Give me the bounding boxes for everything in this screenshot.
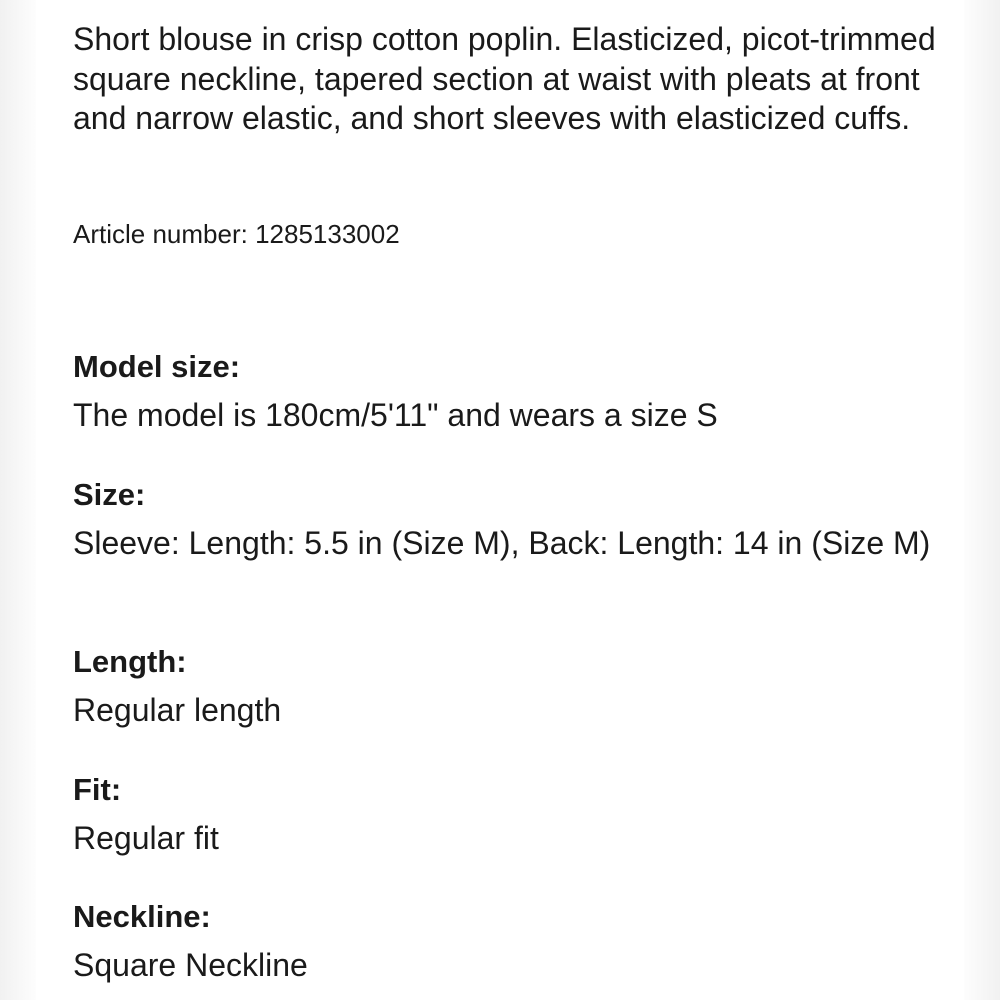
attribute-label: Length:	[73, 644, 187, 679]
left-edge-shade	[0, 0, 36, 1000]
product-description: Short blouse in crisp cotton poplin. Elasticized, picot-trimmed square neckline, tapered section at waist with pleats at front and narrow elastic, and short sleeves with elasticized cuffs.	[73, 21, 936, 136]
attribute-label: Size:	[73, 477, 146, 512]
attribute-model-size	[73, 347, 953, 435]
article-number: Article number: 1285133002	[73, 219, 400, 249]
attribute-size	[73, 475, 953, 563]
attribute-label: Fit:	[73, 772, 122, 807]
right-edge-shade	[964, 0, 1000, 1000]
attribute-fit	[73, 770, 953, 858]
attribute-neckline	[73, 897, 953, 985]
attribute-value: Sleeve: Length: 5.5 in (Size M), Back: Length: 14 in (Size M)	[73, 525, 931, 561]
attribute-value: Regular fit	[73, 820, 219, 856]
attribute-length	[73, 642, 953, 730]
attribute-value: Square Neckline	[73, 947, 308, 983]
attribute-label: Model size:	[73, 349, 241, 384]
attribute-value: The model is 180cm/5'11" and wears a size S	[73, 397, 718, 433]
attribute-value: Regular length	[73, 692, 282, 728]
attribute-label: Neckline:	[73, 899, 211, 934]
